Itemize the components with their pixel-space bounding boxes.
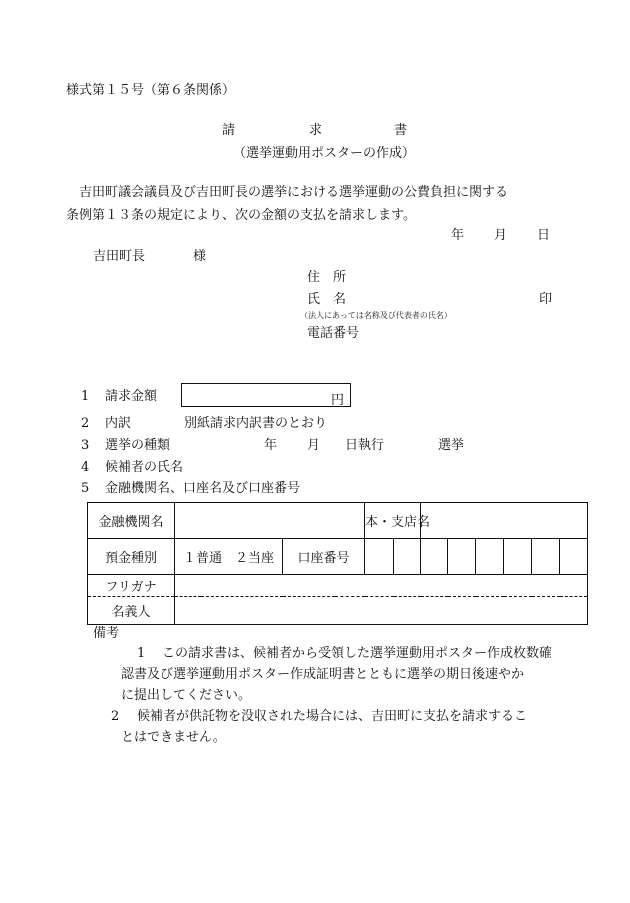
account-holder-field[interactable] [175,597,588,625]
addressee-name: 吉田町長 [93,249,146,264]
note-1-number: 1 [137,646,146,661]
deposit-type-label: 預金種別 [88,539,175,575]
bank-row-3 [88,575,588,597]
note-1-line-1: この請求書は、候補者から受領した選挙運動用ポスター作成枚数確 [162,646,553,661]
item-4-label: 候補者の氏名 [105,460,184,475]
bank-row-4 [88,597,588,625]
addressee-honorific: 様 [193,249,207,264]
deposit-type-options[interactable]: １普通 ２当座 [175,539,283,575]
corp-note: （法人にあっては名称及び代表者の氏名） [300,311,452,320]
item-3-number: 3 [81,438,90,453]
bank-name-label: 金融機関名 [88,503,175,539]
note-2-line-2: とはできません。 [121,730,226,745]
date-day: 日 [537,228,551,243]
item-5-number: 5 [81,481,90,496]
item-3-label: 選挙の種類 [105,438,171,453]
title-char-1: 請 [222,123,236,138]
subtitle: （選挙運動用ポスターの作成） [233,146,416,161]
account-digit-8[interactable] [560,539,588,575]
date-month: 月 [494,228,508,243]
intro-line-2: 条例第１３条の規定により、次の金額の支払を請求します。 [66,208,416,223]
bank-info-table [87,502,588,625]
election-held-day: 日執行 [345,438,385,453]
item-2-number: 2 [81,416,90,431]
phone-label: 電話番号 [307,326,360,341]
intro-line-1: 吉田町議会議員及び吉田町長の選挙における選挙運動の公費負担に関する [79,185,509,200]
address-label: 住 所 [307,270,347,285]
title-char-3: 書 [394,123,408,138]
form-number: 様式第１５号（第６条関係） [66,83,236,98]
item-5-label: 金融機関名、口座名及び口座番号 [105,481,301,496]
account-holder-label: 名義人 [88,597,175,625]
account-digit-7[interactable] [532,539,560,575]
item-2-value: 別紙請求内訳書のとおり [184,416,328,431]
furigana-label: フリガナ [88,575,175,597]
account-digit-5[interactable] [476,539,504,575]
note-2-line-1: 候補者が供託物を没収された場合には、吉田町に支払を請求するこ [137,709,528,724]
account-digit-3[interactable] [421,539,448,575]
account-digit-6[interactable] [504,539,532,575]
note-2-number: 2 [111,709,120,724]
furigana-field[interactable] [175,575,588,597]
item-1-number: 1 [81,389,90,404]
branch-label: 本・支店名 [365,503,421,539]
branch-field[interactable] [421,503,588,539]
claim-amount-field[interactable] [181,383,351,407]
name-label: 氏 名 [307,292,347,307]
yen-unit: 円 [330,393,344,408]
bank-row-2 [88,539,588,575]
account-number-label: 口座番号 [283,539,365,575]
account-digit-4[interactable] [448,539,476,575]
election-year: 年 [264,438,278,453]
bank-name-field[interactable] [175,503,365,539]
election-month: 月 [307,438,321,453]
note-1-line-2: 認書及び選挙運動用ポスター作成証明書とともに選挙の期日後速やか [121,667,525,682]
bank-row-1 [88,503,588,539]
date-year: 年 [451,228,465,243]
item-2-label: 内訳 [105,416,132,431]
account-digit-1[interactable] [365,539,394,575]
item-1-label: 請求金額 [105,389,158,404]
notes-heading: 備考 [93,626,120,641]
election-type: 選挙 [438,438,465,453]
seal-mark: 印 [539,292,553,307]
title-char-2: 求 [309,123,323,138]
item-4-number: 4 [81,460,90,475]
note-1-line-3: に提出してください。 [121,688,252,703]
account-digit-2[interactable] [394,539,421,575]
